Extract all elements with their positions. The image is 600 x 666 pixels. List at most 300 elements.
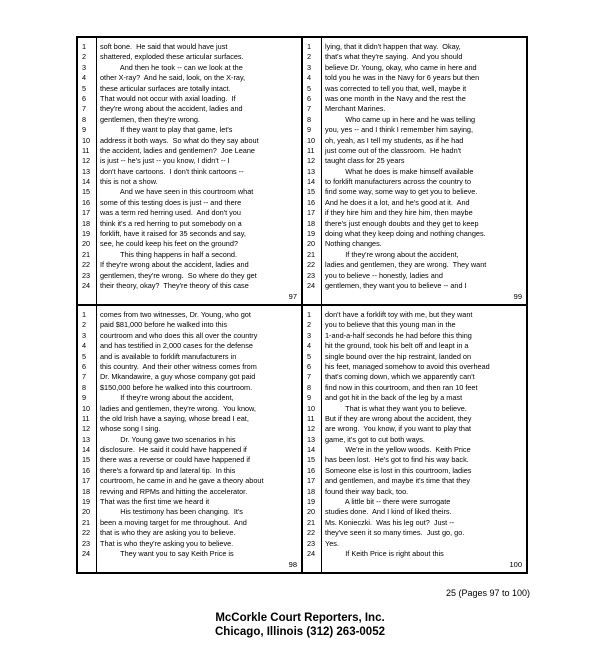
line-number: 10 [82, 135, 91, 145]
line-text: 1-and-a-half seconds he had before this thing [325, 330, 472, 340]
line-number: 8 [307, 382, 312, 392]
transcript-line [303, 63, 526, 73]
line-number: 11 [82, 413, 90, 423]
transcript-line [303, 177, 526, 187]
line-number: 14 [307, 445, 316, 455]
line-text: comes from two witnesses, Dr. Young, who got [100, 310, 251, 319]
firm-contact: Chicago, Illinois (312) 263-0052 [214, 626, 385, 638]
line-text: Dr. Young gave two scenarios in his [100, 434, 236, 444]
transcript-line [78, 414, 301, 424]
line-text: Yes. [325, 538, 339, 548]
line-number: 16 [82, 197, 91, 207]
line-text: find now in this courtroom, and then ran 10 feet [325, 382, 478, 392]
line-number: 12 [307, 156, 316, 166]
line-number: 5 [82, 351, 87, 361]
transcript-line [78, 424, 301, 434]
line-number: 21 [307, 517, 316, 527]
transcript-line [78, 229, 301, 239]
transcript-page-99 [302, 37, 527, 305]
transcript-line [303, 372, 526, 382]
transcript-line [303, 125, 526, 135]
line-number: 6 [82, 93, 87, 103]
line-text: the accident, ladies and gentlemen? Joe Leane [100, 145, 255, 155]
line-number: 13 [82, 434, 91, 444]
line-text: has been lost. He's got to find his way back. [325, 455, 469, 465]
line-text: is just -- he's just -- you know, I didn't -- I [100, 156, 230, 166]
line-number: 23 [82, 538, 91, 548]
line-text: was a term red herring used. And don't you [100, 208, 241, 218]
line-number: 17 [82, 476, 91, 486]
line-number: 4 [307, 73, 312, 83]
line-text: was one month in the Navy and the rest the [325, 93, 466, 103]
line-text: game, it's got to cut both ways. [325, 434, 425, 444]
transcript-line [78, 115, 301, 125]
transcript-line [78, 435, 301, 445]
transcript-line [303, 187, 526, 197]
line-text: But if they are wrong about the accident, they [325, 413, 472, 423]
transcript-line [303, 281, 526, 291]
firm-name: McCorkle Court Reporters, Inc. [215, 612, 385, 624]
line-number: 17 [307, 208, 316, 218]
transcript-line [78, 528, 301, 538]
line-text: courtroom, he came in and he gave a theory about [100, 476, 264, 486]
transcript-line [78, 156, 301, 166]
transcript-line [78, 404, 301, 414]
line-text: their theory, okay? They're theory of this case [100, 280, 249, 290]
line-number: 22 [82, 260, 91, 270]
transcript-line [78, 383, 301, 393]
line-text: If they're wrong about the accident, [100, 393, 234, 403]
line-number: 5 [307, 351, 312, 361]
line-text: see, he could keep his feet on the ground? [100, 239, 238, 249]
transcript-line [303, 84, 526, 94]
transcript-line [78, 487, 301, 497]
line-text: If Keith Price is right about this [325, 548, 444, 558]
line-number: 17 [307, 476, 316, 486]
line-text: whose song I sing. [100, 424, 161, 434]
line-text: What he does is make himself available [325, 166, 474, 176]
line-text: gentlemen, they want you to believe -- and I [325, 280, 467, 290]
transcript-line [303, 115, 526, 125]
page-number: 97 [288, 292, 297, 301]
line-number: 19 [307, 229, 316, 239]
transcript-line [78, 187, 301, 197]
line-text: doing what they keep doing and nothing changes. [325, 229, 486, 239]
line-text: oh, yeah, as I tell my students, as if he had [325, 135, 464, 145]
line-text: lying, that it didn't happen that way. Okay, [325, 42, 461, 51]
transcript-line [78, 466, 301, 476]
line-text: shattered, exploded these articular surfaces. [100, 52, 244, 62]
page-number: 98 [288, 560, 297, 569]
line-text: told you he was in the Navy for 6 years but then [325, 73, 480, 83]
line-text: found their way back, too. [325, 486, 409, 496]
line-text: This thing happens in half a second. [100, 249, 237, 259]
transcript-line [78, 549, 301, 559]
line-number: 20 [307, 507, 316, 517]
transcript-line [303, 271, 526, 281]
transcript-line [78, 507, 301, 517]
line-number: 2 [307, 320, 312, 330]
transcript-line [303, 208, 526, 218]
transcript-line [78, 352, 301, 362]
line-number: 7 [307, 372, 312, 382]
line-number: 16 [307, 465, 316, 475]
transcript-line [303, 393, 526, 403]
line-number: 18 [82, 486, 91, 496]
line-text: Nothing changes. [325, 239, 382, 249]
line-text: ladies and gentlemen, they're wrong. You know, [100, 403, 256, 413]
line-number: 9 [82, 393, 87, 403]
transcript-line [303, 455, 526, 465]
line-number: 15 [82, 455, 91, 465]
transcript-line [78, 310, 301, 320]
line-text: that is who they are asking you to believe. [100, 528, 236, 538]
transcript-line [303, 341, 526, 351]
line-number: 10 [307, 135, 316, 145]
transcript-line [303, 487, 526, 497]
line-number: 11 [82, 145, 90, 155]
line-text: address it both ways. So what do they say about [100, 135, 259, 145]
line-text: That is what they want you to believe. [325, 403, 467, 413]
transcript-line [303, 73, 526, 83]
transcript-line [78, 198, 301, 208]
line-text: there's a forward tip and lateral tip. In this [100, 465, 236, 475]
transcript-lines [78, 310, 301, 559]
transcript-line [78, 125, 301, 135]
line-text: paid $81,000 before he walked into this [100, 320, 227, 330]
transcript-line [78, 518, 301, 528]
line-text: you to believe that this young man in the [325, 320, 456, 330]
line-text: soft bone. He said that would have just [100, 42, 228, 51]
transcript-line [303, 250, 526, 260]
line-number: 9 [307, 125, 312, 135]
line-number: 7 [82, 104, 87, 114]
transcript-line [303, 518, 526, 528]
transcript-line [78, 208, 301, 218]
transcript-line [303, 260, 526, 270]
line-text: these articular surfaces are totally intact. [100, 83, 231, 93]
transcript-line [78, 320, 301, 330]
line-number: 3 [307, 330, 312, 340]
line-text: Dr. Mkandawire, a guy whose company got paid [100, 372, 256, 382]
line-text: Ms. Konieczki. Was his leg out? Just -- [325, 517, 455, 527]
line-number: 24 [82, 280, 91, 290]
line-number: 2 [307, 52, 312, 62]
line-number: 17 [82, 208, 91, 218]
line-number: 23 [307, 270, 316, 280]
transcript-line [78, 393, 301, 403]
line-text: studies done. And I kind of liked theirs. [325, 507, 452, 517]
transcript-line [303, 42, 526, 52]
line-number: 3 [307, 62, 312, 72]
page-number: 99 [513, 292, 522, 301]
line-text: they're wrong about the accident, ladies and [100, 104, 243, 114]
transcript-line [303, 383, 526, 393]
line-number: 11 [307, 413, 315, 423]
line-number: 6 [307, 361, 312, 371]
line-number: 16 [82, 465, 91, 475]
line-text: taught class for 25 years [325, 156, 405, 166]
line-text: We're in the yellow woods. Keith Price [325, 445, 471, 455]
line-text: That would not occur with axial loading. If [100, 93, 236, 103]
line-number: 12 [307, 424, 316, 434]
line-number: 19 [82, 229, 91, 239]
line-number: 20 [307, 239, 316, 249]
line-number: 3 [82, 62, 87, 72]
transcript-lines [78, 42, 301, 291]
line-text: gentlemen, they're wrong. So where do they get [100, 270, 257, 280]
transcript-line [78, 52, 301, 62]
line-text: and got hit in the back of the leg by a mast [325, 393, 463, 403]
line-number: 12 [82, 156, 91, 166]
transcript-line [303, 414, 526, 424]
transcript-line [303, 445, 526, 455]
transcript-line [303, 507, 526, 517]
line-text: been a moving target for me throughout. And [100, 517, 247, 527]
line-text: his feet, managed somehow to avoid this overhead [325, 361, 490, 371]
transcript-line [303, 331, 526, 341]
transcript-line [78, 42, 301, 52]
page-number: 100 [509, 560, 522, 569]
transcript-line [78, 445, 301, 455]
transcript-line [303, 229, 526, 239]
transcript-line [78, 94, 301, 104]
line-text: the old Irish have a saying, whose bread I eat, [100, 413, 249, 423]
transcript-line [78, 250, 301, 260]
line-number: 18 [307, 486, 316, 496]
transcript-line [78, 136, 301, 146]
line-text: don't have a forklift toy with me, but they want [325, 310, 473, 319]
line-text: and has testified in 2,000 cases for the defense [100, 341, 253, 351]
transcript-line [303, 424, 526, 434]
transcript-grid [76, 36, 528, 574]
line-text: Merchant Marines. [325, 104, 386, 114]
line-text: that's coming down, which we apparently can't [325, 372, 475, 382]
transcript-line [78, 455, 301, 465]
line-text: And he does it a lot, and he's good at it. And [325, 197, 470, 207]
line-text: A little bit -- there were surrogate [325, 497, 451, 507]
line-text: you, yes -- and I think I remember him saying, [325, 125, 474, 135]
line-text: you to believe -- honestly, ladies and [325, 270, 443, 280]
transcript-line [303, 167, 526, 177]
line-number: 4 [307, 341, 312, 351]
line-number: 24 [82, 548, 91, 558]
transcript-line [78, 341, 301, 351]
line-text: hit the ground, took his belt off and leapt in a [325, 341, 469, 351]
line-number: 14 [82, 445, 91, 455]
line-number: 22 [307, 528, 316, 538]
line-number: 5 [82, 83, 87, 93]
line-number: 20 [82, 507, 91, 517]
line-number: 1 [307, 42, 312, 51]
transcript-line [303, 239, 526, 249]
line-number: 8 [307, 114, 312, 124]
transcript-line [78, 271, 301, 281]
line-number: 23 [82, 270, 91, 280]
line-number: 13 [307, 434, 316, 444]
transcript-line [78, 84, 301, 94]
line-number: 5 [307, 83, 312, 93]
transcript-line [78, 104, 301, 114]
line-number: 19 [307, 497, 316, 507]
line-number: 1 [82, 42, 87, 51]
line-number: 12 [82, 424, 91, 434]
transcript-lines [303, 42, 526, 291]
line-number: 3 [82, 330, 87, 340]
line-number: 15 [307, 187, 316, 197]
line-text: If they're wrong about the accident, [325, 249, 459, 259]
line-number: 8 [82, 382, 87, 392]
line-text: revving and RPMs and hitting the accelerator. [100, 486, 248, 496]
line-text: $150,000 before he walked into this courtroom. [100, 382, 253, 392]
line-number: 21 [82, 249, 91, 259]
line-number: 24 [307, 548, 316, 558]
line-number: 13 [307, 166, 316, 176]
line-text: find some way, some way to get you to believe. [325, 187, 478, 197]
transcript-page-98 [77, 305, 302, 573]
line-number: 10 [82, 403, 91, 413]
line-number: 21 [82, 517, 91, 527]
line-number: 9 [82, 125, 87, 135]
transcript-line [78, 362, 301, 372]
transcript-line [303, 156, 526, 166]
transcript-line [78, 331, 301, 341]
line-number: 23 [307, 538, 316, 548]
line-number: 8 [82, 114, 87, 124]
transcript-line [78, 177, 301, 187]
line-number: 7 [82, 372, 87, 382]
line-number: 6 [307, 93, 312, 103]
line-text: this is not a show. [100, 177, 158, 187]
line-text: that's what they're saying. And you should [325, 52, 463, 62]
transcript-line [78, 260, 301, 270]
transcript-line [303, 466, 526, 476]
transcript-line [303, 146, 526, 156]
line-text: don't have cartoons. I don't think cartoons -- [100, 166, 244, 176]
transcript-line [303, 219, 526, 229]
line-number: 10 [307, 403, 316, 413]
line-number: 11 [307, 145, 315, 155]
line-text: If they want to play that game, let's [100, 125, 233, 135]
line-number: 4 [82, 341, 87, 351]
line-number: 15 [307, 455, 316, 465]
line-text: and is available to forklift manufacturers in [100, 351, 237, 361]
transcript-line [78, 497, 301, 507]
line-text: and gentlemen, and maybe it's time that they [325, 476, 470, 486]
line-text: some of this testing does is just -- and there [100, 197, 242, 207]
line-text: That was the first time we heard it [100, 497, 210, 507]
line-text: just come out of the classroom. He hadn't [325, 145, 462, 155]
transcript-line [303, 136, 526, 146]
transcript-line [303, 404, 526, 414]
line-number: 22 [82, 528, 91, 538]
line-text: to forklift manufacturers across the country to [325, 177, 471, 187]
transcript-line [78, 63, 301, 73]
line-text: ladies and gentlemen, they are wrong. They want [325, 260, 487, 270]
line-text: gentlemen, then they're wrong. [100, 114, 200, 124]
transcript-line [78, 219, 301, 229]
line-number: 9 [307, 393, 312, 403]
transcript-line [303, 94, 526, 104]
transcript-line [78, 281, 301, 291]
line-number: 2 [82, 320, 87, 330]
transcript-line [303, 476, 526, 486]
transcript-line [303, 198, 526, 208]
line-text: courtroom and who does this all over the country [100, 330, 258, 340]
line-text: And then he took -- can we look at the [100, 62, 243, 72]
line-text: other X-ray? And he said, look, on the X-ray, [100, 73, 246, 83]
line-text: was corrected to tell you that, well, maybe it [325, 83, 467, 93]
line-text: That is who they're asking you to believe. [100, 538, 234, 548]
line-text: His testimony has been changing. It's [100, 507, 243, 517]
transcript-line [303, 528, 526, 538]
line-number: 1 [82, 310, 87, 319]
transcript-line [78, 539, 301, 549]
line-text: single bound over the hip restraint, landed on [325, 351, 472, 361]
transcript-page-100 [302, 305, 527, 573]
transcript-line [303, 435, 526, 445]
transcript-lines [303, 310, 526, 559]
line-number: 18 [307, 218, 316, 228]
line-text: forklift, have it raised for 35 seconds and say, [100, 229, 246, 239]
line-text: they've seen it so many times. Just go, go. [325, 528, 465, 538]
line-number: 24 [307, 280, 316, 290]
line-number: 4 [82, 73, 87, 83]
line-number: 19 [82, 497, 91, 507]
transcript-line [303, 310, 526, 320]
line-number: 2 [82, 52, 87, 62]
transcript-line [303, 497, 526, 507]
line-number: 22 [307, 260, 316, 270]
transcript-line [303, 549, 526, 559]
line-number: 7 [307, 104, 312, 114]
transcript-line [303, 352, 526, 362]
transcript-line [78, 167, 301, 177]
line-text: there's just enough doubts and they get to keep [325, 218, 479, 228]
line-text: And we have seen in this courtroom what [100, 187, 254, 197]
line-text: if they hire him and they hire him, then maybe [325, 208, 473, 218]
line-text: are wrong. You know, if you want to play that [325, 424, 472, 434]
transcript-line [303, 104, 526, 114]
line-text: there was a reverse or could have happened if [100, 455, 251, 465]
line-number: 6 [82, 361, 87, 371]
line-number: 1 [307, 310, 312, 319]
line-text: this country. And their other witness comes from [100, 361, 257, 371]
transcript-line [78, 73, 301, 83]
line-text: They want you to say Keith Price is [100, 548, 234, 558]
line-text: think it's a red herring to put somebody on a [100, 218, 242, 228]
line-text: Who came up in here and he was telling [325, 114, 476, 124]
line-number: 18 [82, 218, 91, 228]
line-number: 21 [307, 249, 316, 259]
transcript-page-97 [77, 37, 302, 305]
pages-range: 25 (Pages 97 to 100) [445, 588, 530, 598]
transcript-line [303, 320, 526, 330]
line-text: If they're wrong about the accident, ladies and [100, 260, 249, 270]
transcript-line [303, 362, 526, 372]
transcript-line [78, 239, 301, 249]
line-number: 15 [82, 187, 91, 197]
transcript-line [78, 476, 301, 486]
transcript-line [303, 539, 526, 549]
line-text: disclosure. He said it could have happened if [100, 445, 247, 455]
line-number: 14 [307, 177, 316, 187]
line-number: 16 [307, 197, 316, 207]
line-text: believe Dr. Young, okay, who came in here and [325, 62, 477, 72]
line-text: Someone else is lost in this courtroom, ladies [325, 465, 472, 475]
transcript-line [78, 372, 301, 382]
line-number: 20 [82, 239, 91, 249]
